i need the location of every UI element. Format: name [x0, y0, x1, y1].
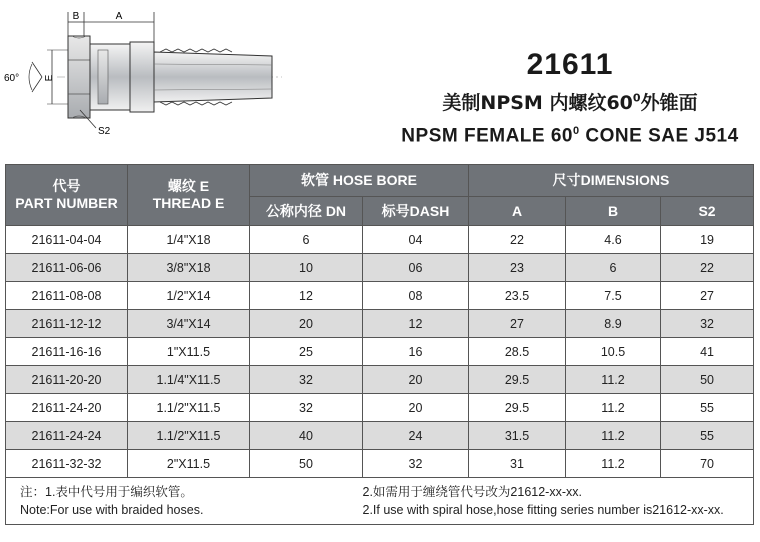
cell-dim-s2: 55: [661, 422, 754, 450]
cell-dim-b: 6: [566, 254, 661, 282]
note-2-cn: 2.如需用于缠绕管代号改为21612-xx-xx.: [362, 485, 582, 499]
header-dash: 标号DASH: [363, 197, 469, 226]
cell-part-number: 21611-16-16: [6, 338, 128, 366]
model-number: 21611: [526, 48, 614, 81]
cell-part-number: 21611-08-08: [6, 282, 128, 310]
note-1-cn: 注：1.表中代号用于编织软管。: [20, 485, 193, 499]
header-thread: [128, 165, 250, 226]
title-english: [390, 125, 750, 147]
hex-nut-icon: [68, 36, 90, 118]
note-1-en: Note:For use with braided hoses.: [20, 503, 204, 517]
spec-table: [5, 164, 754, 525]
cell-part-number: 21611-24-24: [6, 422, 128, 450]
header-b: B: [566, 197, 661, 226]
title-cn-prefix: 美制NPSM 内螺纹60: [442, 92, 633, 114]
header-thread-cn: 螺纹 E: [167, 178, 210, 194]
cell-dim-b: 11.2: [566, 422, 661, 450]
cell-dim-s2: 19: [661, 226, 754, 254]
cell-thread: 1.1/4"X11.5: [128, 366, 250, 394]
cell-thread: 1"X11.5: [128, 338, 250, 366]
fitting-body-icon: [90, 42, 154, 112]
cell-dim-a: 28.5: [469, 338, 566, 366]
title-block: [390, 48, 750, 147]
cell-dn: 32: [250, 394, 363, 422]
cell-dn: 40: [250, 422, 363, 450]
table-row: [6, 422, 754, 450]
table-row: [6, 254, 754, 282]
cell-dim-a: 31: [469, 450, 566, 478]
cell-thread: 1/2"X14: [128, 282, 250, 310]
header-dn: 公称内径 DN: [250, 197, 363, 226]
cell-thread: 1.1/2"X11.5: [128, 422, 250, 450]
cell-part-number: 21611-32-32: [6, 450, 128, 478]
header-part-en: PART NUMBER: [15, 195, 118, 211]
note-2-en: 2.If use with spiral hose,hose fitting series number is21612-xx-xx.: [362, 503, 724, 517]
cell-thread: 3/4"X14: [128, 310, 250, 338]
cell-dn: 50: [250, 450, 363, 478]
header-part-cn: 代号: [52, 178, 81, 194]
header-s2: S2: [661, 197, 754, 226]
cell-dim-a: 31.5: [469, 422, 566, 450]
cell-dn: 10: [250, 254, 363, 282]
table-row: [6, 366, 754, 394]
cell-part-number: 21611-04-04: [6, 226, 128, 254]
cone-angle: [4, 62, 42, 92]
s2-label: S2: [98, 126, 111, 137]
cell-dn: 12: [250, 282, 363, 310]
header-part-number: [6, 165, 128, 226]
cell-dash: 20: [363, 394, 469, 422]
cell-dim-a: 27: [469, 310, 566, 338]
cell-thread: 2"X11.5: [128, 450, 250, 478]
note-2: [363, 478, 754, 525]
dim-b-label: B: [72, 11, 80, 22]
dim-e-label: E: [44, 74, 55, 82]
cell-part-number: 21611-06-06: [6, 254, 128, 282]
cell-dim-s2: 55: [661, 394, 754, 422]
cell-thread: 1.1/2"X11.5: [128, 394, 250, 422]
dimension-a: [84, 11, 154, 42]
cell-part-number: 21611-12-12: [6, 310, 128, 338]
table-row: [6, 394, 754, 422]
header-thread-en: THREAD E: [152, 195, 225, 211]
cell-dash: 20: [363, 366, 469, 394]
cell-dim-b: 7.5: [566, 282, 661, 310]
header-a: A: [469, 197, 566, 226]
table-row: [6, 226, 754, 254]
dimension-b: [68, 11, 84, 36]
cell-dn: 6: [250, 226, 363, 254]
table-row: [6, 282, 754, 310]
cell-dash: 12: [363, 310, 469, 338]
cell-dn: 32: [250, 366, 363, 394]
cell-dim-s2: 70: [661, 450, 754, 478]
cell-dn: 25: [250, 338, 363, 366]
cell-part-number: 21611-24-20: [6, 394, 128, 422]
title-en-prefix: NPSM FEMALE 60: [401, 125, 573, 147]
cell-dim-s2: 27: [661, 282, 754, 310]
cell-dash: 16: [363, 338, 469, 366]
header-hose-bore: 软管 HOSE BORE: [250, 165, 469, 197]
title-cn-degree: 0: [632, 91, 641, 105]
cell-dim-b: 11.2: [566, 450, 661, 478]
dim-a-label: A: [115, 11, 123, 22]
cell-dim-s2: 22: [661, 254, 754, 282]
cell-dash: 32: [363, 450, 469, 478]
title-chinese: [390, 88, 750, 115]
cell-dash: 08: [363, 282, 469, 310]
fitting-drawing: [2, 2, 332, 152]
cell-dim-b: 11.2: [566, 366, 661, 394]
cell-dim-a: 22: [469, 226, 566, 254]
header-dimensions: 尺寸DIMENSIONS: [469, 165, 754, 197]
cell-dash: 06: [363, 254, 469, 282]
title-cn-suffix: 外锥面: [640, 92, 698, 114]
cell-dim-b: 4.6: [566, 226, 661, 254]
cell-dim-a: 23: [469, 254, 566, 282]
cell-dim-s2: 41: [661, 338, 754, 366]
spec-table-body: [6, 226, 754, 478]
cell-dim-a: 23.5: [469, 282, 566, 310]
cell-dim-b: 11.2: [566, 394, 661, 422]
cell-dim-b: 10.5: [566, 338, 661, 366]
table-row: [6, 450, 754, 478]
angle-label: 60°: [4, 73, 20, 84]
cell-thread: 3/8"X18: [128, 254, 250, 282]
cell-dim-s2: 32: [661, 310, 754, 338]
hose-tail-icon: [154, 49, 272, 105]
cell-dn: 20: [250, 310, 363, 338]
cell-part-number: 21611-20-20: [6, 366, 128, 394]
cell-dim-b: 8.9: [566, 310, 661, 338]
cell-thread: 1/4"X18: [128, 226, 250, 254]
cell-dash: 24: [363, 422, 469, 450]
table-row: [6, 310, 754, 338]
cell-dash: 04: [363, 226, 469, 254]
title-en-suffix: CONE SAE J514: [579, 125, 739, 147]
cell-dim-a: 29.5: [469, 394, 566, 422]
cell-dim-s2: 50: [661, 366, 754, 394]
title-en-degree: 0: [573, 125, 580, 137]
note-1: [6, 478, 363, 525]
cell-dim-a: 29.5: [469, 366, 566, 394]
table-row: [6, 338, 754, 366]
